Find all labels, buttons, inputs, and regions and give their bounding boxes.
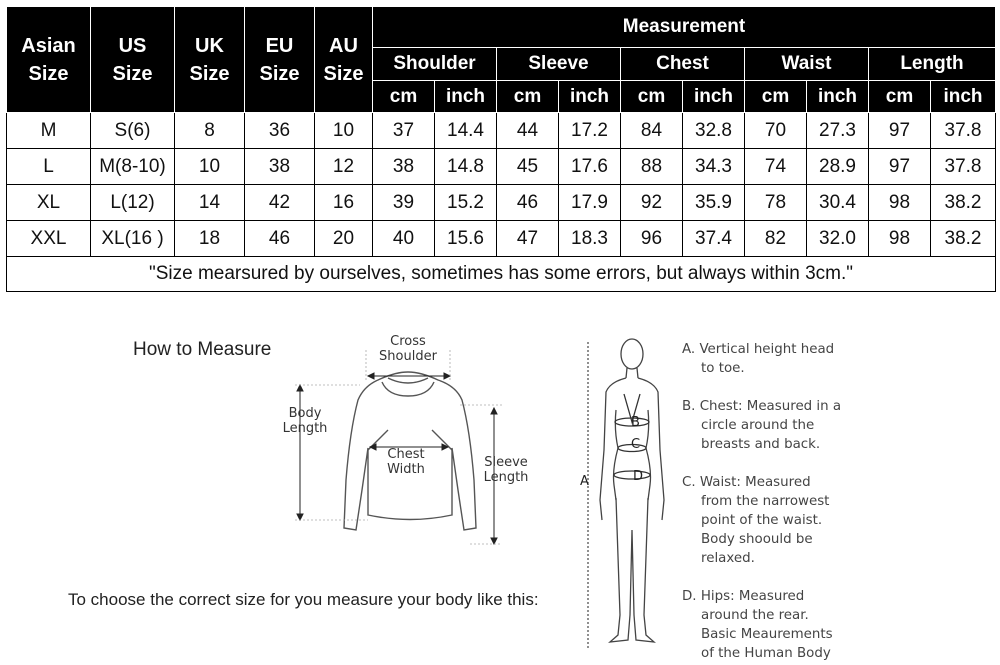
table-cell: 32.8 <box>683 113 745 149</box>
table-cell: 12 <box>315 149 373 185</box>
table-cell: 70 <box>745 113 807 149</box>
table-cell: 32.0 <box>807 221 869 257</box>
body-legs <box>610 498 654 642</box>
table-cell: 40 <box>373 221 435 257</box>
body-torso-right <box>638 378 664 520</box>
header-au-size: AU Size <box>315 7 373 113</box>
header-unit-cm: cm <box>869 81 931 113</box>
table-cell: 39 <box>373 185 435 221</box>
table-cell: 44 <box>497 113 559 149</box>
table-cell: 97 <box>869 113 931 149</box>
table-cell: 42 <box>245 185 315 221</box>
table-cell: 18.3 <box>559 221 621 257</box>
table-cell: 88 <box>621 149 683 185</box>
header-measurement: Measurement <box>373 7 996 48</box>
table-cell: 14.8 <box>435 149 497 185</box>
table-cell: L(12) <box>91 185 175 221</box>
table-cell: 30.4 <box>807 185 869 221</box>
table-cell: XXL <box>7 221 91 257</box>
table-cell: 10 <box>175 149 245 185</box>
table-row <box>7 185 996 221</box>
shirt-neckline <box>382 382 434 396</box>
table-cell: M(8-10) <box>91 149 175 185</box>
table-cell: 14 <box>175 185 245 221</box>
label-cross-shoulder: Cross Shoulder <box>379 334 437 364</box>
table-cell: M <box>7 113 91 149</box>
header-chest: Chest <box>621 48 745 81</box>
header-uk-size: UK Size <box>175 7 245 113</box>
header-unit-inch: inch <box>435 81 497 113</box>
label-chest-width: Chest Width <box>387 447 425 477</box>
table-cell: 38.2 <box>931 221 996 257</box>
table-cell: 98 <box>869 185 931 221</box>
table-row <box>7 149 996 185</box>
body-torso-left <box>600 378 626 520</box>
table-cell: 17.6 <box>559 149 621 185</box>
table-row <box>7 113 996 149</box>
table-cell: 27.3 <box>807 113 869 149</box>
table-cell: XL <box>7 185 91 221</box>
header-unit-cm: cm <box>497 81 559 113</box>
table-row <box>7 221 996 257</box>
table-note: "Size mearsured by ourselves, sometimes has some errors, but always within 3cm." <box>7 257 996 292</box>
table-cell: 36 <box>245 113 315 149</box>
body-letter-a: A <box>580 474 589 489</box>
body-letter-c: C <box>631 437 641 452</box>
body-measure-diagram <box>580 330 680 660</box>
table-cell: 78 <box>745 185 807 221</box>
table-cell: 74 <box>745 149 807 185</box>
table-cell: 15.6 <box>435 221 497 257</box>
header-sleeve: Sleeve <box>497 48 621 81</box>
table-cell: 46 <box>497 185 559 221</box>
legend-d: D. Hips: Measured around the rear. Basic Meaurements of the Human Body <box>682 589 833 661</box>
header-unit-inch: inch <box>559 81 621 113</box>
table-cell: 37.8 <box>931 113 996 149</box>
table-cell: 97 <box>869 149 931 185</box>
header-unit-cm: cm <box>373 81 435 113</box>
legend-b: B. Chest: Measured in a circle around the breasts and back. <box>682 399 842 452</box>
table-cell: 15.2 <box>435 185 497 221</box>
table-cell: 14.4 <box>435 113 497 149</box>
body-head <box>621 339 643 369</box>
header-unit-inch: inch <box>683 81 745 113</box>
table-cell: L <box>7 149 91 185</box>
table-cell: 82 <box>745 221 807 257</box>
table-cell: 20 <box>315 221 373 257</box>
table-cell: 98 <box>869 221 931 257</box>
size-chart-table <box>6 6 996 292</box>
table-cell: 10 <box>315 113 373 149</box>
body-letter-d: D <box>633 469 644 484</box>
header-length: Length <box>869 48 996 81</box>
label-sleeve-length: Sleeve Length <box>483 455 529 485</box>
table-cell: 8 <box>175 113 245 149</box>
table-cell: 34.3 <box>683 149 745 185</box>
label-body-length: Body Length <box>282 406 328 436</box>
header-asian-size: Asian Size <box>7 7 91 113</box>
header-unit-cm: cm <box>621 81 683 113</box>
table-cell: 46 <box>245 221 315 257</box>
table-cell: 18 <box>175 221 245 257</box>
table-cell: 16 <box>315 185 373 221</box>
header-waist: Waist <box>745 48 869 81</box>
header-unit-inch: inch <box>807 81 869 113</box>
table-cell: 37.4 <box>683 221 745 257</box>
table-cell: 84 <box>621 113 683 149</box>
table-cell: 45 <box>497 149 559 185</box>
table-cell: 17.9 <box>559 185 621 221</box>
table-cell: 28.9 <box>807 149 869 185</box>
body-letter-b: B <box>631 415 640 430</box>
header-us-size: US Size <box>91 7 175 113</box>
table-cell: 37.8 <box>931 149 996 185</box>
legend-a: A. Vertical height head to toe. <box>682 342 835 376</box>
header-shoulder: Shoulder <box>373 48 497 81</box>
table-cell: 96 <box>621 221 683 257</box>
header-unit-inch: inch <box>931 81 996 113</box>
shirt-collar <box>388 378 428 383</box>
table-cell: 37 <box>373 113 435 149</box>
table-cell: 92 <box>621 185 683 221</box>
header-unit-cm: cm <box>745 81 807 113</box>
table-cell: 38.2 <box>931 185 996 221</box>
table-cell: 38 <box>373 149 435 185</box>
hips-line <box>614 471 650 479</box>
header-eu-size: EU Size <box>245 7 315 113</box>
table-cell: 35.9 <box>683 185 745 221</box>
table-cell: 38 <box>245 149 315 185</box>
table-cell: 47 <box>497 221 559 257</box>
legend-c: C. Waist: Measured from the narrowest point of the waist. Body shoould be relaxed. <box>682 475 830 566</box>
table-cell: 17.2 <box>559 113 621 149</box>
table-cell: S(6) <box>91 113 175 149</box>
table-cell: XL(16 ) <box>91 221 175 257</box>
choose-size-instruction: To choose the correct size for you measure your body like this: <box>68 590 539 609</box>
how-to-measure-title: How to Measure <box>133 339 272 360</box>
